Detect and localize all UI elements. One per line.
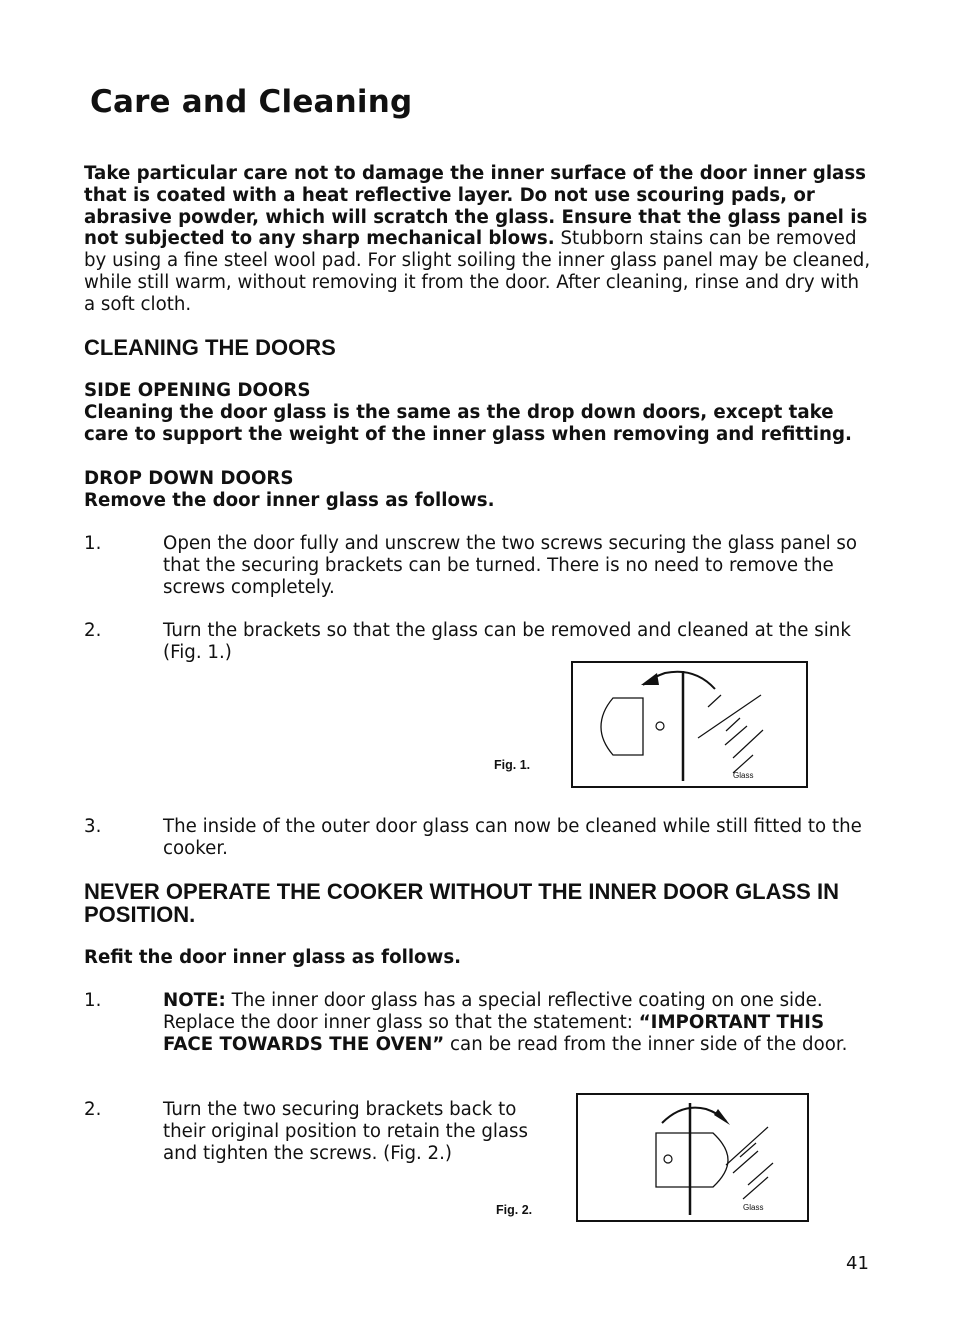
step-text: The inside of the outer door glass can now be cleaned while still fitted to the cooker. [163,816,862,859]
important-statement: “IMPORTANT THIS FACE TOWARDS THE OVEN” [163,1011,825,1055]
intro-warning-text: Take particular care not to damage the inner surface of the door inner glass that is coated with a heat reflective layer. Do not use scouring pads, or abrasive powder, which will scratch the glass. Ensure that the glass panel is not subjected to any sharp mechanical blows. [84,163,868,250]
step-number: 2. [84,620,102,641]
step-number: 2. [84,1099,102,1120]
step-text: Turn the brackets so that the glass can be removed and cleaned at the sink (Fig. 1.) [163,620,851,663]
note-label: NOTE: [163,990,226,1011]
note-text-a: The inner door glass has a special reflective coating on one side. Replace the door inner glass so that the statement: [163,990,823,1033]
fig1-illustration [573,663,806,786]
step-number: 1. [84,990,102,1011]
warning-heading: NEVER OPERATE THE COOKER WITHOUT THE INNER DOOR GLASS IN POSITION. [84,879,839,927]
step-text: Open the door fully and unscrew the two screws securing the glass panel so that the securing brackets can be turned. There is no need to remove the screws completely. [163,533,858,598]
fig2-label: Fig. 2. [496,1203,533,1217]
fig2-glass-label: Glass [743,1203,764,1212]
drop-down-text: Remove the door inner glass as follows. [84,490,495,511]
fig1-glass-label: Glass [733,771,754,780]
cleaning-doors-heading: CLEANING THE DOORS [84,335,336,360]
fig1-diagram [571,661,808,788]
page-number: 41 [846,1253,869,1274]
step-number: 3. [84,816,102,837]
side-opening-text: Cleaning the door glass is the same as the drop down doors, except take care to support the weight of the inner glass when removing and refitting. [84,402,852,445]
fig2-illustration [578,1095,807,1220]
refit-heading: Refit the door inner glass as follows. [84,947,462,968]
side-opening-heading: SIDE OPENING DOORS [84,380,311,401]
fig1-label: Fig. 1. [494,758,531,772]
refit-step-text [163,990,868,1055]
note-text-b: can be read from the inner side of the door. [444,1033,848,1055]
drop-down-heading: DROP DOWN DOORS [84,468,294,489]
page-title: Care and Cleaning [90,84,413,120]
intro-paragraph [84,163,874,316]
fig2-diagram [576,1093,809,1222]
intro-normal-text: Stubborn stains can be removed by using a fine steel wool pad. For slight soiling the inner glass panel may be cleaned, while still warm, without removing it from the door. After cleaning, rinse and dry with a soft cloth. [84,228,871,315]
step-number: 1. [84,533,102,554]
refit-step-text: Turn the two securing brackets back to their original position to retain the glass and tighten the screws. (Fig. 2.) [163,1099,529,1164]
